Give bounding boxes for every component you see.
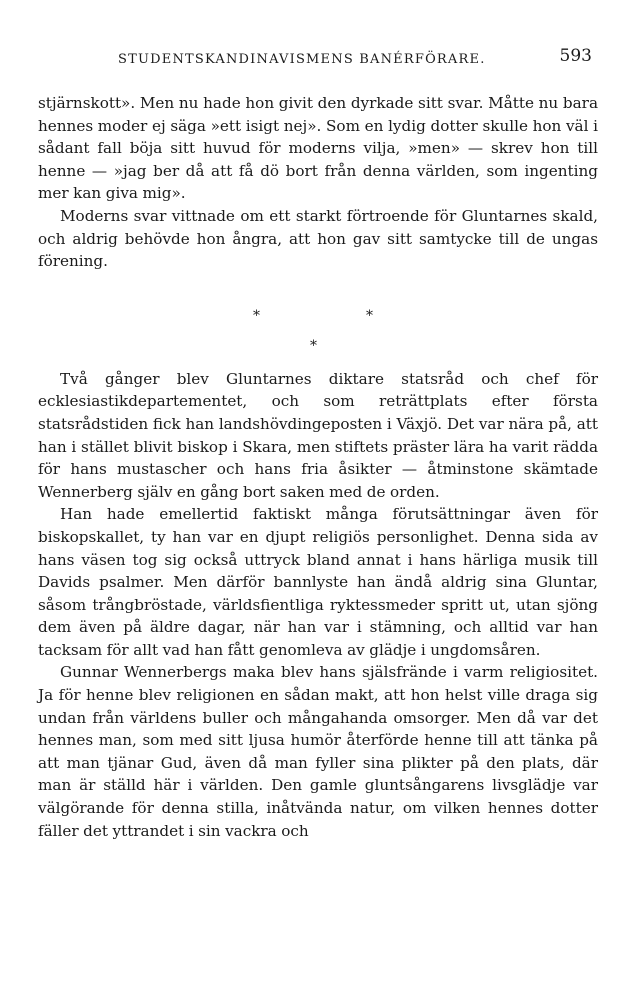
asterism-star: * [310,337,317,354]
section-break-asterism [38,273,598,368]
paragraph-4: Han hade emellertid faktiskt många förutsättningar även för biskopskallet, ty han var en djupt religiös personlighet. Denna sida av hans väsen tog sig också uttryck bland annat i hans härliga musik till Davids psalmer. Men därför bannlyste han ändå aldrig sina Gluntar, såsom trångbröstade, världsfientliga ryktessmeder spritt ut, utan sjöng dem även på äldre dagar, när han var i stämning, och alltid var han tacksam för allt vad han fått genomleva av glädje i ungdomsåren. [38,505,598,659]
asterism-star: * [366,307,373,324]
asterism-star: * [253,307,260,324]
book-page [38,44,598,842]
running-title: STUDENTSKANDINAVISMENS BANÉRFÖRARE. [118,52,486,67]
page-number: 593 [559,46,592,66]
paragraph-1: stjärnskott». Men nu hade hon givit den dyrkade sitt svar. Måtte nu bara hennes moder ej säga »ett isigt nej». Som en lydig dotter skulle hon väl i sådant fall böja sitt huvud för moderns vilja, »men» — skrev hon till henne — »jag ber då att få dö bort från denna världen, som ingenting mer kan giva mig». [38,94,598,203]
paragraph-3: Två gånger blev Gluntarnes diktare statsråd och chef för ecklesiastikdepartementet, och som reträttplats efter första statsrådstiden fick han landshövdingeposten i Växjö. Det var nära på, att han i stället blivit biskop i Skara, men stiftets präster lära ha varit rädda för hans mustascher och hans fria åsikter — åtminstone skämtade Wennerberg själv en gång bort saken med de orden. [38,369,598,501]
paragraph-5: Gunnar Wennerbergs maka blev hans själsfrände i varm religiositet. Ja för henne blev religionen en sådan makt, att hon helst ville draga sig undan från världens buller och mångahanda omsorger. Men då var det hennes man, som med sitt ljusa humör återförde henne till att tänka på att man tjänar Gud, även då man fyller sina plikter på den plats, där man är ställd här i världen. Den gamle gluntsångarens livsglädje var välgörande för denna stilla, inåtvända natur, om vilken hennes dotter fäller det yttrandet i sin vackra och [38,663,598,840]
running-head [38,44,598,74]
paragraph-2: Moderns svar vittnade om ett starkt förtroende för Gluntarnes skald, och aldrig behövde hon ångra, att hon gav sitt samtycke till de ungas förening. [38,206,598,271]
